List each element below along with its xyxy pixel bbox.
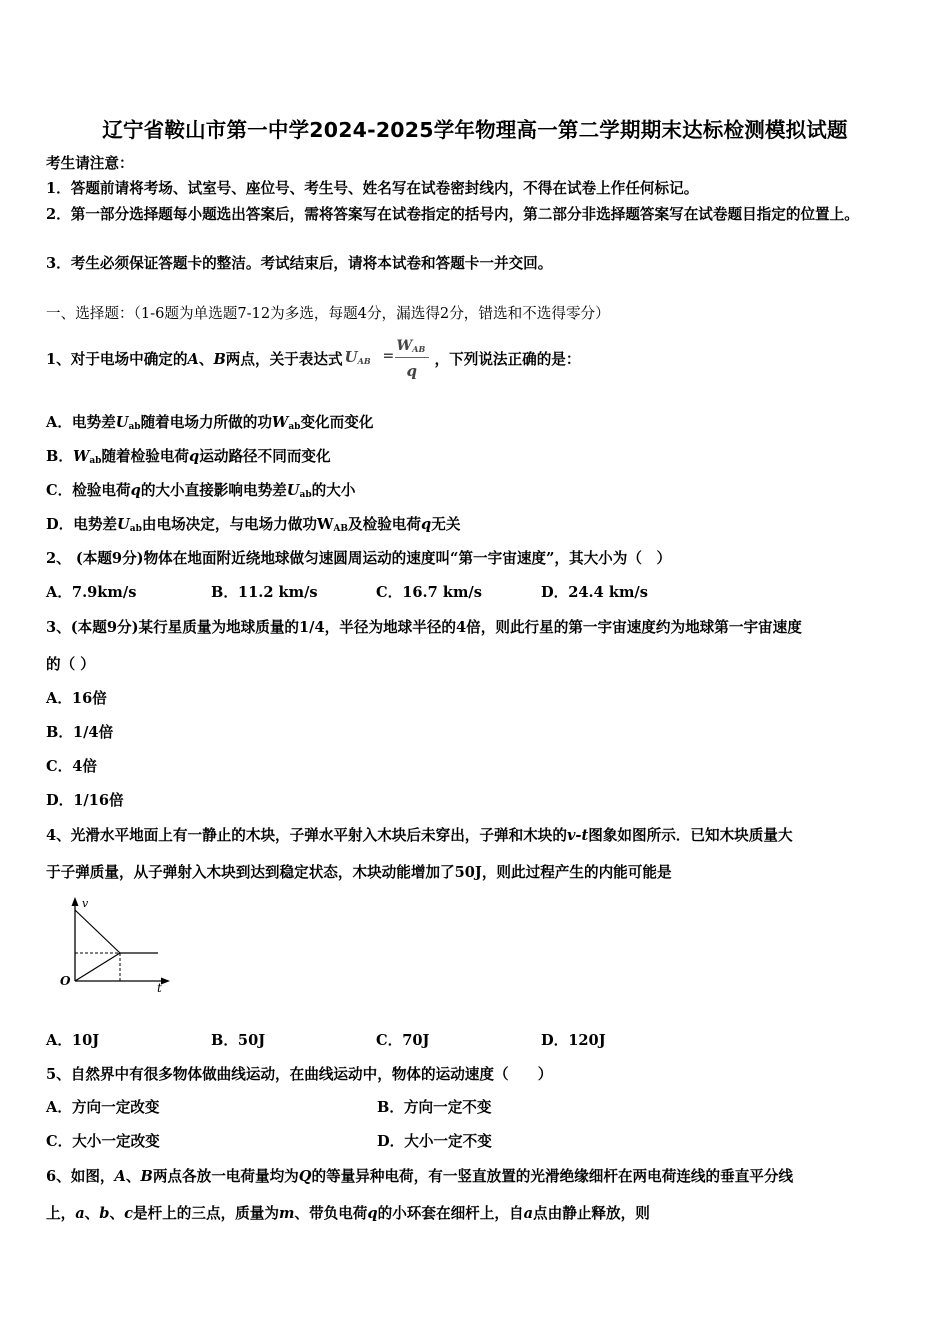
q1-formula: $U_{AB}$ = $W_{AB}$ q <box>345 340 433 380</box>
q5-stem: 5、自然界中有很多物体做曲线运动，在曲线运动中，物体的运动速度（ ） <box>46 1066 553 1083</box>
notice-item-2: 2．第一部分选择题每小题选出答案后，需将答案写在试卷指定的括号内，第二部分非选择题答案写在试卷题目指定的位置上。 <box>46 206 859 223</box>
q1-option-b: B．$W_{ab}$随着检验电荷q运动路径不同而变化 <box>46 448 331 466</box>
y-axis-arrow <box>72 897 79 906</box>
origin-label: O <box>60 974 71 988</box>
x-axis-label: t <box>157 981 162 995</box>
q5-option-b: B．方向一定不变 <box>377 1099 492 1116</box>
q3-option-d: D．1/16倍 <box>46 792 124 809</box>
q4-stem-line1: 4、光滑水平地面上有一静止的木块，子弹水平射入木块后未穿出，子弹和木块的v-t图象如图所示．已知木块质量大 <box>46 827 793 844</box>
q4-option-c: C．70J <box>376 1032 430 1049</box>
q1-option-a: A．电势差$U_{ab}$随着电场力所做的功$W_{ab}$变化而变化 <box>46 414 374 432</box>
q2-stem: 2、 (本题9分)物体在地面附近绕地球做匀速圆周运动的速度叫“第一宇宙速度”，其大小为（ ） <box>46 550 672 567</box>
q1-option-c: C．检验电荷q的大小直接影响电势差$U_{ab}$的大小 <box>46 482 356 500</box>
section-heading: 一、选择题：（1-6题为单选题7-12为多选，每题4分，漏选得2分，错选和不选得零分） <box>46 305 610 322</box>
q5-option-d: D．大小一定不变 <box>377 1133 492 1150</box>
q5-option-a: A．方向一定改变 <box>46 1099 160 1116</box>
notice-item-3: 3．考生必须保证答题卡的整洁。考试结束后，请将本试卷和答题卡一并交回。 <box>46 255 553 272</box>
q3-option-b: B．1/4倍 <box>46 724 114 741</box>
q4-option-b: B．50J <box>211 1032 266 1049</box>
notice-heading: 考生请注意： <box>46 155 134 172</box>
q5-option-c: C．大小一定改变 <box>46 1133 160 1150</box>
q1-stem: 1、对于电场中确定的A、B两点，关于表达式 $U_{AB}$ = $W_{AB}$ q ，下列说法正确的是： <box>46 338 581 380</box>
q5-options-row1 <box>46 1096 708 1117</box>
q2-option-c: C．16.7 km/s <box>376 584 482 601</box>
q4-option-d: D．120J <box>541 1032 606 1049</box>
q6-stem-line1: 6、如图，A、B两点各放一电荷量均为Q的等量异种电荷，有一竖直放置的光滑绝缘细杆在两电荷连线的垂直平分线 <box>46 1168 794 1185</box>
q2-option-d: D．24.4 km/s <box>541 584 648 601</box>
x-axis-arrow <box>161 978 170 985</box>
q1-option-d: D．电势差$U_{ab}$由电场决定，与电场力做功$W_{AB}$及检验电荷q无关 <box>46 516 461 534</box>
q4-stem-line2: 于子弹质量，从子弹射入木块到达到稳定状态，木块动能增加了50J，则此过程产生的内能可能是 <box>46 864 672 881</box>
q4-option-a: A．10J <box>46 1032 100 1049</box>
q6-stem-line2: 上，a、b、c是杆上的三点，质量为m、带负电荷q的小环套在细杆上，自a点由静止释放，则 <box>46 1205 650 1222</box>
block-line <box>75 953 120 981</box>
y-axis-label: v <box>82 897 89 910</box>
exam-title: 辽宁省鞍山市第一中学2024-2025学年物理高一第二学期期末达标检测模拟试题 <box>102 118 848 142</box>
notice-item-1: 1．答题前请将考场、试室号、座位号、考生号、姓名写在试卷密封线内，不得在试卷上作任何标记。 <box>46 180 699 197</box>
q3-stem-line2: 的（ ） <box>46 656 95 673</box>
q3-option-c: C．4倍 <box>46 758 97 775</box>
q3-stem-line1: 3、(本题9分)某行星质量为地球质量的1/4，半径为地球半径的4倍，则此行星的第一宇宙速度约为地球第一宇宙速度 <box>46 619 802 636</box>
q3-option-a: A．16倍 <box>46 690 107 707</box>
q5-options-row2 <box>46 1130 708 1151</box>
q4-options <box>46 1029 706 1050</box>
bullet-line <box>75 910 120 953</box>
q2-option-b: B．11.2 km/s <box>211 584 318 601</box>
q4-vt-graph <box>50 893 180 995</box>
q2-option-a: A．7.9km/s <box>46 584 137 601</box>
q2-options <box>46 581 706 602</box>
